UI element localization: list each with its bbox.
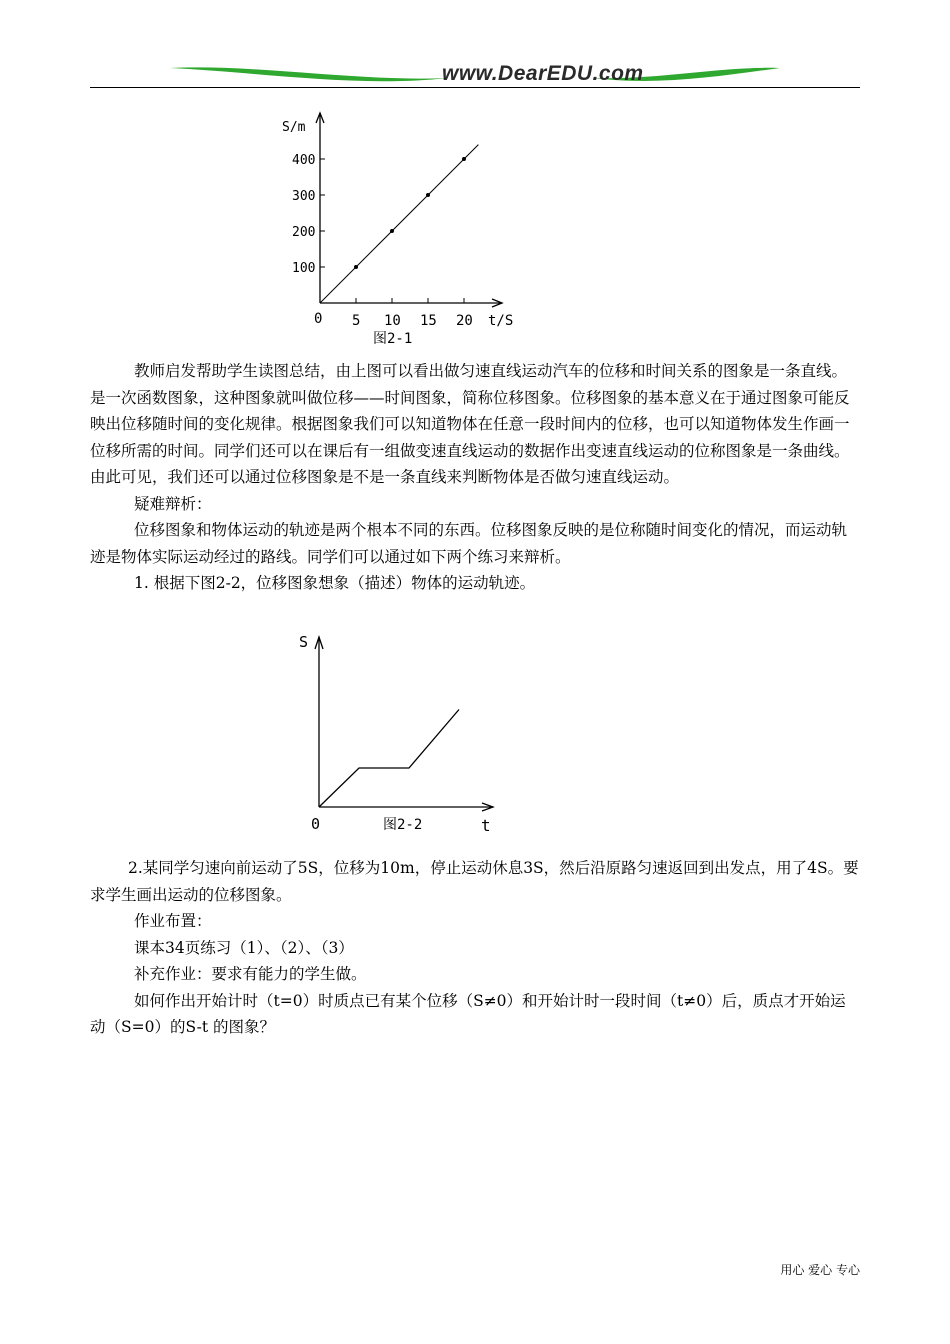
data-point <box>462 157 466 161</box>
paragraph-8: 补充作业：要求有能力的学生做。 <box>134 965 367 983</box>
paragraph-7: 课本34页练习（1）、（2）、（3） <box>134 938 354 957</box>
paragraph-6: 作业布置： <box>134 912 212 930</box>
origin-label: 0 <box>311 815 321 833</box>
main-text <box>90 358 860 597</box>
figure-2-1 <box>270 105 530 350</box>
displacement-line <box>320 145 478 303</box>
logo-swoosh-left <box>168 58 468 90</box>
paragraph-2: 疑难辩析： <box>134 494 212 513</box>
paragraph-3: 位移图象和物体运动的轨迹是两个根本不同的东西。位移图象反映的是位称随时间变化的情况，而运动轨迹是物体实际运动经过的路线。同学们可以通过如下两个练习来辩析。 <box>90 521 848 566</box>
data-point <box>354 265 358 269</box>
y-tick-label: 300 <box>292 189 316 204</box>
y-tick-label: 400 <box>292 153 316 168</box>
origin-label: 0 <box>314 311 323 327</box>
paragraph-4: 1. 根据下图2-2，位移图象想象（描述）物体的运动轨迹。 <box>134 574 536 592</box>
figure-caption: 图2-2 <box>383 817 423 833</box>
exercise-text <box>90 855 860 1041</box>
s-t-line <box>319 710 459 808</box>
page-header <box>90 58 860 90</box>
y-tick-label: 200 <box>292 225 316 240</box>
x-tick-label: 20 <box>456 313 473 329</box>
figure-2-2 <box>295 625 515 840</box>
x-axis-label: t/S <box>488 313 514 329</box>
data-point <box>426 193 430 197</box>
x-tick-label: 5 <box>352 313 361 329</box>
site-logo: www.DearEDU.com <box>442 62 644 85</box>
y-axis-label: S <box>299 633 309 651</box>
paragraph-9: 如何作出开始计时（t=0）时质点已有某个位移（S≠0）和开始计时一段时间（t≠0）后，质点才开始运动（S=0）的S-t 的图象？ <box>90 991 846 1036</box>
paragraph-5: 2.某同学匀速向前运动了5S，位移为10m，停止运动休息3S，然后沿原路匀速返回到出发点，用了4S。要求学生画出运动的位移图象。 <box>90 859 859 904</box>
data-point <box>390 229 394 233</box>
y-axis-label: S/m <box>282 120 306 135</box>
figure-caption: 图2-1 <box>373 331 413 347</box>
y-tick-label: 100 <box>292 261 316 276</box>
x-axis-label: t <box>481 816 491 835</box>
paragraph-1: 教师启发帮助学生读图总结，由上图可以看出做匀速直线运动汽车的位移和时间关系的图象是一条直线。是一次函数图象，这种图象就叫做位移——时间图象，简称位移图象。位移图象的基本意义在于通过图象可能反映出位移随时间的变化规律。根据图象我们可以知道物体在任意一段时间内的位移，也可以知道物体发生作画一位移所需的时间。同学们还可以在课后有一组做变速直线运动的数据作出变速直线运动的位称图象是一条曲线。由此可见，我们还可以通过位移图象是不是一条直线来判断物体是否做匀速直线运动。 <box>90 362 850 486</box>
x-tick-label: 10 <box>384 313 401 329</box>
header-rule <box>90 87 860 88</box>
page-footer: 用心 爱心 专心 <box>780 1263 860 1277</box>
x-tick-label: 15 <box>420 313 437 329</box>
